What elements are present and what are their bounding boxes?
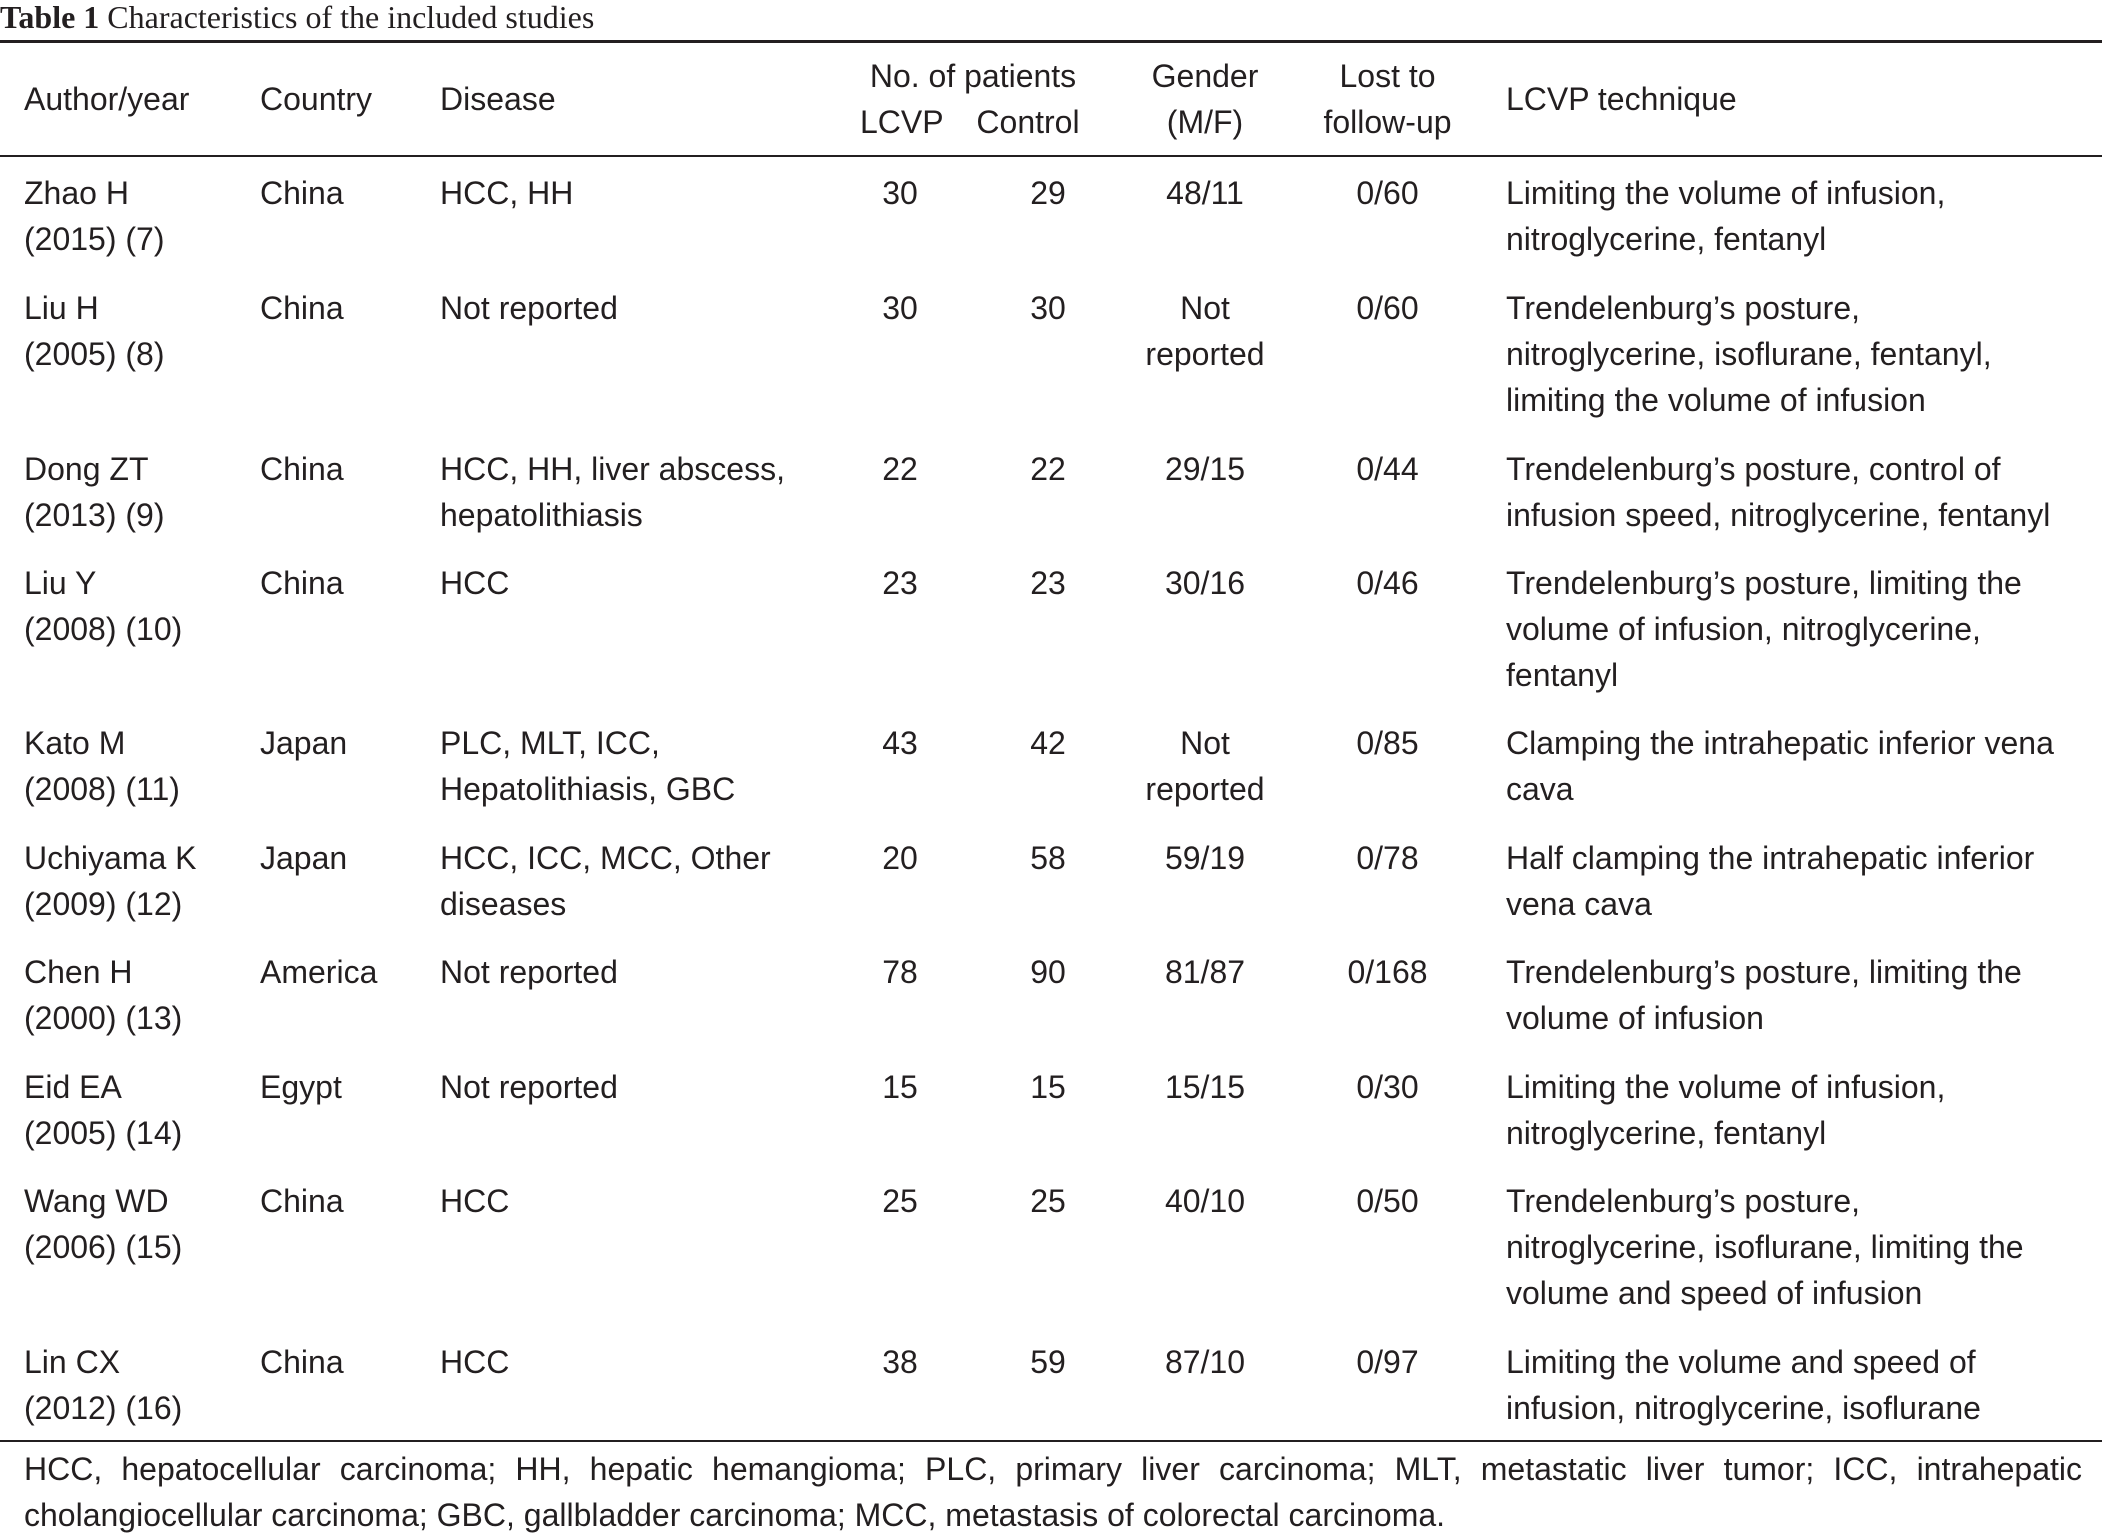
header-gender-unit: (M/F) bbox=[1166, 104, 1244, 140]
cell-control: 23 bbox=[1030, 565, 1066, 601]
cell-technique: cava bbox=[1506, 771, 1574, 807]
cell-country: China bbox=[260, 290, 344, 326]
cell-author: Uchiyama K bbox=[24, 840, 197, 876]
cell-disease: HCC bbox=[440, 1344, 510, 1380]
cell-control: 22 bbox=[1030, 451, 1066, 487]
header-rule bbox=[0, 155, 2102, 157]
bottom-rule bbox=[0, 1440, 2102, 1442]
cell-author: (2015) (7) bbox=[24, 221, 165, 257]
cell-technique: Trendelenburg’s posture, limiting the bbox=[1506, 565, 2022, 601]
cell-country: China bbox=[260, 1183, 344, 1219]
cell-technique: infusion speed, nitroglycerine, fentanyl bbox=[1506, 497, 2051, 533]
cell-lost: 0/46 bbox=[1356, 565, 1419, 601]
cell-lcvp: 23 bbox=[882, 565, 918, 601]
cell-author: Wang WD bbox=[24, 1183, 169, 1219]
cell-technique: volume of infusion bbox=[1506, 1000, 1764, 1036]
cell-control: 90 bbox=[1030, 954, 1066, 990]
table-caption bbox=[0, 0, 594, 40]
cell-author: (2008) (11) bbox=[24, 771, 180, 807]
cell-gender: reported bbox=[1145, 771, 1265, 807]
cell-technique: volume and speed of infusion bbox=[1506, 1275, 1923, 1311]
cell-lost: 0/97 bbox=[1356, 1344, 1419, 1380]
cell-disease: Not reported bbox=[440, 1069, 618, 1105]
cell-technique: Limiting the volume and speed of bbox=[1506, 1344, 1976, 1380]
cell-disease: HCC bbox=[440, 565, 510, 601]
table-label: Table 1 bbox=[0, 0, 100, 35]
cell-gender: 15/15 bbox=[1164, 1069, 1246, 1105]
cell-technique: nitroglycerine, isoflurane, fentanyl, bbox=[1506, 336, 1992, 372]
table-footnote: HCC, hepatocellular carcinoma; HH, hepatic hemangioma; PLC, primary liver carcinoma; MLT, metastatic liver tumor; ICC, intrahepatic cholangiocellular carcinoma; GBC, gallbladder carcinoma; MCC, metastasis of colorectal carcinoma. bbox=[24, 1451, 2082, 1533]
cell-lcvp: 15 bbox=[882, 1069, 918, 1105]
cell-technique: limiting the volume of infusion bbox=[1506, 382, 1926, 418]
cell-author: Lin CX bbox=[24, 1344, 121, 1380]
cell-disease: HCC bbox=[440, 1183, 510, 1219]
header-country: Country bbox=[260, 81, 373, 117]
cell-disease: diseases bbox=[440, 886, 567, 922]
header-disease: Disease bbox=[440, 81, 556, 117]
cell-gender: reported bbox=[1145, 336, 1265, 372]
cell-technique: infusion, nitroglycerine, isoflurane bbox=[1506, 1390, 1981, 1426]
cell-country: Egypt bbox=[260, 1069, 342, 1105]
cell-author: Liu H bbox=[24, 290, 99, 326]
cell-author: Dong ZT bbox=[24, 451, 149, 487]
cell-author: Kato M bbox=[24, 725, 126, 761]
table-title: Characteristics of the included studies bbox=[107, 0, 595, 35]
cell-disease: Not reported bbox=[440, 290, 618, 326]
cell-country: China bbox=[260, 1344, 344, 1380]
cell-gender: 87/10 bbox=[1164, 1344, 1246, 1380]
cell-author: Eid EA bbox=[24, 1069, 122, 1105]
cell-disease: PLC, MLT, ICC, bbox=[440, 725, 660, 761]
cell-lost: 0/85 bbox=[1356, 725, 1419, 761]
header-control: Control bbox=[976, 104, 1080, 140]
cell-gender: 59/19 bbox=[1164, 840, 1246, 876]
cell-disease: HCC, HH, liver abscess, bbox=[440, 451, 785, 487]
cell-lcvp: 43 bbox=[882, 725, 918, 761]
cell-technique: Half clamping the intrahepatic inferior bbox=[1506, 840, 2035, 876]
cell-author: (2009) (12) bbox=[24, 886, 183, 922]
header-lcvp: LCVP bbox=[860, 104, 944, 140]
header-technique: LCVP technique bbox=[1506, 81, 1737, 117]
cell-control: 15 bbox=[1030, 1069, 1066, 1105]
cell-control: 25 bbox=[1030, 1183, 1066, 1219]
cell-technique: volume of infusion, nitroglycerine, bbox=[1506, 611, 1981, 647]
header-patients: No. of patients bbox=[869, 58, 1077, 94]
cell-technique: fentanyl bbox=[1506, 657, 1619, 693]
cell-lcvp: 30 bbox=[882, 175, 918, 211]
cell-author: (2005) (14) bbox=[24, 1115, 183, 1151]
cell-lost: 0/60 bbox=[1356, 175, 1419, 211]
table-header bbox=[0, 43, 2102, 155]
cell-control: 42 bbox=[1030, 725, 1066, 761]
header-gender: Gender bbox=[1151, 58, 1259, 94]
cell-lcvp: 30 bbox=[882, 290, 918, 326]
cell-country: Japan bbox=[260, 725, 348, 761]
cell-technique: nitroglycerine, fentanyl bbox=[1506, 1115, 1827, 1151]
cell-lcvp: 38 bbox=[882, 1344, 918, 1380]
cell-lost: 0/168 bbox=[1347, 954, 1428, 990]
cell-country: China bbox=[260, 565, 344, 601]
cell-gender: Not bbox=[1180, 290, 1230, 326]
cell-technique: Limiting the volume of infusion, bbox=[1506, 1069, 1946, 1105]
cell-author: Chen H bbox=[24, 954, 133, 990]
cell-control: 30 bbox=[1030, 290, 1066, 326]
cell-control: 58 bbox=[1030, 840, 1066, 876]
cell-country: Japan bbox=[260, 840, 348, 876]
cell-technique: nitroglycerine, fentanyl bbox=[1506, 221, 1827, 257]
cell-lost: 0/60 bbox=[1356, 290, 1419, 326]
cell-country: America bbox=[260, 954, 378, 990]
cell-lost: 0/78 bbox=[1356, 840, 1419, 876]
cell-gender: 29/15 bbox=[1164, 451, 1246, 487]
cell-technique: Clamping the intrahepatic inferior vena bbox=[1506, 725, 2054, 761]
cell-author: Liu Y bbox=[24, 565, 97, 601]
cell-disease: HCC, HH bbox=[440, 175, 574, 211]
cell-technique: Trendelenburg’s posture, bbox=[1506, 290, 1860, 326]
cell-lost: 0/30 bbox=[1356, 1069, 1419, 1105]
cell-gender: 48/11 bbox=[1166, 175, 1244, 211]
cell-disease: HCC, ICC, MCC, Other bbox=[440, 840, 771, 876]
cell-country: China bbox=[260, 451, 344, 487]
cell-lost: 0/44 bbox=[1356, 451, 1419, 487]
cell-author: (2006) (15) bbox=[24, 1229, 183, 1265]
cell-gender: 30/16 bbox=[1164, 565, 1246, 601]
header-author: Author/year bbox=[24, 81, 190, 117]
cell-technique: nitroglycerine, isoflurane, limiting the bbox=[1506, 1229, 2024, 1265]
cell-technique: Trendelenburg’s posture, bbox=[1506, 1183, 1860, 1219]
cell-technique: vena cava bbox=[1506, 886, 1652, 922]
cell-disease: hepatolithiasis bbox=[440, 497, 643, 533]
cell-gender: 40/10 bbox=[1164, 1183, 1246, 1219]
cell-author: (2008) (10) bbox=[24, 611, 183, 647]
cell-gender: Not bbox=[1180, 725, 1230, 761]
cell-author: (2012) (16) bbox=[24, 1390, 183, 1426]
cell-lcvp: 25 bbox=[882, 1183, 918, 1219]
cell-author: (2013) (9) bbox=[24, 497, 165, 533]
cell-author: (2000) (13) bbox=[24, 1000, 183, 1036]
cell-technique: Limiting the volume of infusion, bbox=[1506, 175, 1946, 211]
cell-technique: Trendelenburg’s posture, limiting the bbox=[1506, 954, 2022, 990]
cell-disease: Hepatolithiasis, GBC bbox=[440, 771, 736, 807]
cell-country: China bbox=[260, 175, 344, 211]
cell-author: (2005) (8) bbox=[24, 336, 165, 372]
cell-technique: Trendelenburg’s posture, control of bbox=[1506, 451, 2001, 487]
cell-disease: Not reported bbox=[440, 954, 618, 990]
cell-control: 29 bbox=[1030, 175, 1066, 211]
cell-lcvp: 78 bbox=[882, 954, 918, 990]
cell-lost: 0/50 bbox=[1356, 1183, 1419, 1219]
cell-lcvp: 22 bbox=[882, 451, 918, 487]
cell-lcvp: 20 bbox=[882, 840, 918, 876]
header-lost: Lost to bbox=[1339, 58, 1436, 94]
header-lost-line2: follow-up bbox=[1323, 104, 1452, 140]
cell-author: Zhao H bbox=[24, 175, 129, 211]
cell-control: 59 bbox=[1030, 1344, 1066, 1380]
cell-gender: 81/87 bbox=[1164, 954, 1246, 990]
